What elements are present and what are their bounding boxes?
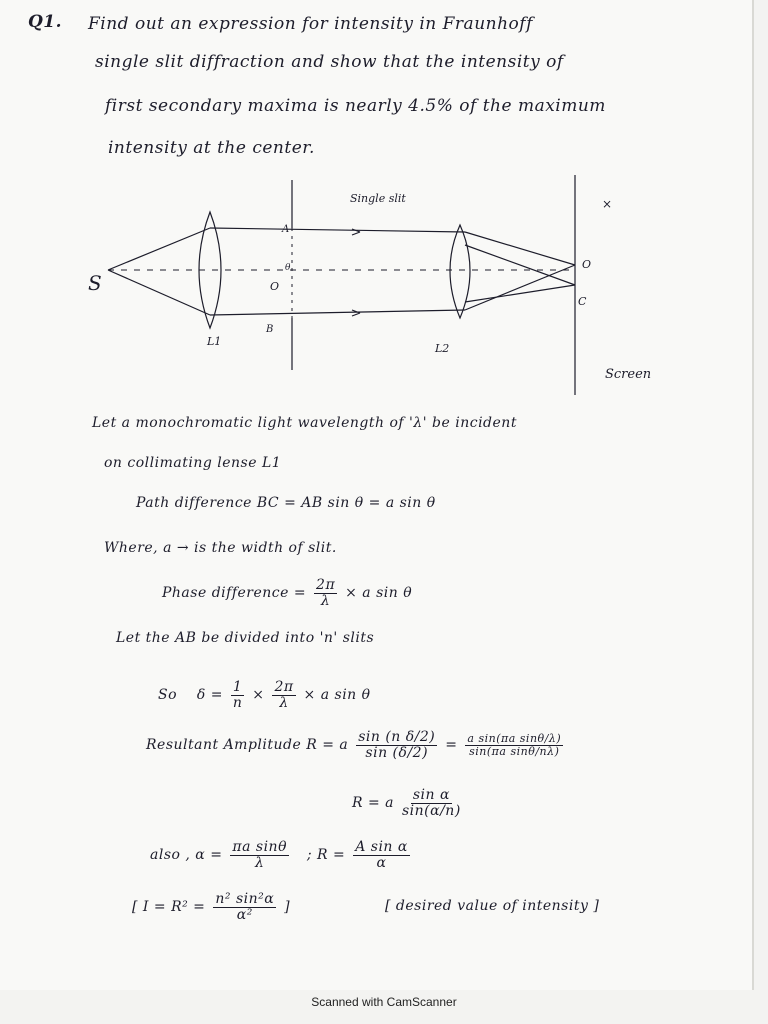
label-o-screen: O [582, 258, 592, 271]
question-line-3: first secondary maxima is nearly 4.5% of the maximum [105, 96, 606, 116]
solution-line-1: Let a monochromatic light wavelength of 'λ' be incident [92, 415, 517, 431]
slit-width-note: Where, a → is the width of slit. [104, 540, 337, 556]
label-c: C [578, 295, 587, 308]
label-b: B [266, 324, 274, 335]
lens-l2 [450, 225, 470, 318]
desired-value-note: [ desired value of intensity ] [385, 898, 600, 914]
path-difference: Path difference BC = AB sin θ = a sin θ [136, 495, 436, 511]
phase-difference: Phase difference = $\frac{2\pi}{\lambda}$ × a sin θ [162, 577, 413, 609]
question-line-2: single slit diffraction and show that the intensity of [95, 52, 564, 72]
label-l1: L1 [207, 335, 222, 348]
label-theta: θ [285, 263, 291, 273]
alpha-definition: also , α = $\frac{\text{πa sinθ}}{\lambda}$ ; R = $\frac{\text{A sin α}}{\alpha}$ [150, 839, 408, 871]
intensity-expression: [ I = R² = $\frac{\text{n² sin²α}}{\text{α²}}$ ] [132, 891, 291, 923]
question-number: Q1. [28, 12, 63, 32]
divided-slits: Let the AB be divided into 'n' slits [116, 630, 375, 646]
label-single-slit: Single slit [350, 192, 406, 205]
label-x: × [602, 197, 613, 211]
label-l2: L2 [435, 342, 450, 355]
label-a: A [282, 224, 290, 235]
fraunhofer-diagram [70, 170, 690, 400]
amplitude-alpha: R = a $\frac{\text{sin α}}{\sin(\alpha/n)}$ [352, 787, 461, 819]
label-s: S [88, 271, 102, 295]
label-screen: Screen [605, 367, 652, 382]
question-line-1: Find out an expression for intensity in Fraunhoff [88, 14, 533, 34]
question-line-4: intensity at the center. [108, 138, 315, 158]
label-o-slit: O [270, 280, 280, 293]
resultant-amplitude: Resultant Amplitude R = a $\frac{\text{sin (n δ/2)}}{\sin (\delta/2)}$ = $\frac{\text{a sin(πa sinθ/λ)}}{\text{sin(πa sinθ/nλ)}}$ [146, 729, 562, 761]
solution-line-2: on collimating lense L1 [104, 455, 282, 471]
delta-equation: So δ = $\frac{1}{n}$ × $\frac{2\pi}{\lambda}$ × a sin θ [158, 679, 371, 711]
scanner-watermark: Scanned with CamScanner [311, 995, 457, 1009]
